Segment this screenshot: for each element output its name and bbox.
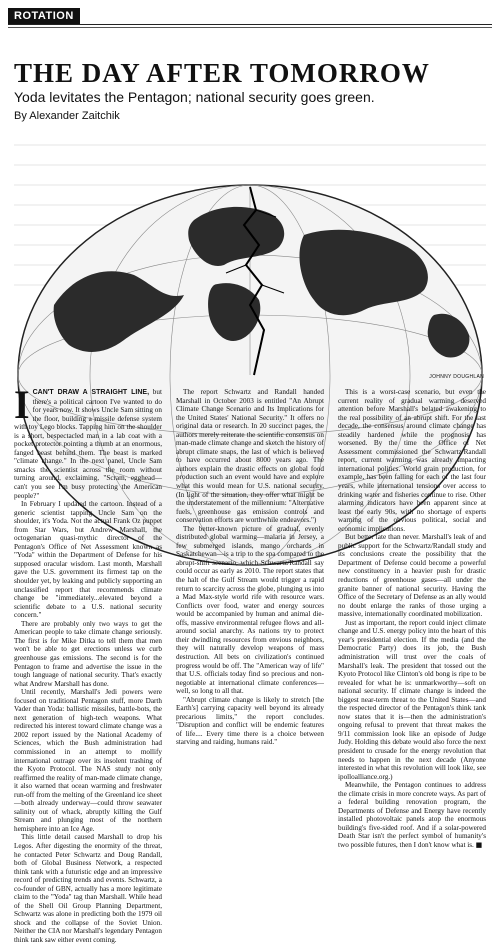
dek: Yoda levitates the Pentagon; national security goes green.: [14, 89, 375, 105]
section-tag: ROTATION: [8, 8, 80, 24]
article-body: [14, 382, 486, 944]
header-rule: [8, 24, 492, 25]
article-column-3: [338, 388, 486, 849]
article-paragraph: Just as important, the report could inject climate change and U.S. energy policy into the heart of this year's presidential election. If the media (and the Democratic Party) does its job, the Bush administration will trust over the coals of Marshall's leak. The president that tossed out the Kyoto Protocol like Clinton's old bong is ripe to be revealed for what he is: unmarkworthy—soft on national security. If climate change is indeed the biggest near-term threat to the United States—and the respected director of the Pentagon's think tank now states that it is—then the administration's ongoing refusal to prevent that threat makes the 9/11 commission look like an episode of Judge Judy. Holding this debate would also force the next president to crusade for the energy revolution that needs to happen in the next decade (Anyone interested in what this revolution will look like, see ipolloalliance.org.): [338, 618, 486, 781]
dropcap: I: [14, 382, 30, 427]
article-column-1: [14, 382, 162, 944]
illustration-credit: JOHNNY DOUGHLAN: [429, 374, 484, 380]
article-paragraph: There are probably only two ways to get the American people to take climate change seriously. The first is for Mike Ditka to tell them that men won't be able to get erections unless we curb greenhouse gas emissions. The second is for the Pentagon to frame and advertise the issue in the tough language of national security. That's exactly what Andrew Marshall has done.: [14, 619, 162, 688]
section-header: [8, 6, 80, 24]
article-paragraph: Until recently, Marshall's Jedi powers were focused on traditional Pentagon stuff, more Darth Vader than Yoda: ballistic missiles, battle-bots, the next generation of high-tech weapons. What redirected his interest toward climate change was a 2002 report issued by the National Academy of Sciences, which the Bush administration had commissioned in an attempt to mollify international outrage over its insolent trashing of the Kyoto Protocol. The NAS study not only reaffirmed the reality of man-made climate change, it also warned that ocean warming and freshwater run-off from the melting of the Greenland ice sheet—both already underway—could throw seawater salinity out of whack, abruptly killing the Gulf Stream and plunging most of the northern hemisphere into an Ice Age.: [14, 688, 162, 833]
article-paragraph: In February I updated the cartoon. Instead of a generic scientist tapping Uncle Sam on the shoulder, it's Yoda. Not the actual Frank Oz puppet from Star Wars, but Andrew Marshall, the octogenarian quasi-mythic director of the Pentagon's Office of Net Assessment known as "Yoda" within the Department of Defense for his supposed oracular wisdom. Last month, Marshall gave the U.S. government its firmest tap on the shoulder yet, by leaking and publicly supporting an unclassified report that recommends climate change be "immediately...elevated beyond a scientific debate to a U.S. national security concern.": [14, 500, 162, 620]
article-paragraph: This is a worst-case scenario, but even the current reality of gradual warming deserved attention before Marshall's belated awakening to the real possibility of an abrupt shift. For the last decade, the consensus around climate change has steadily hardened while the prognosis has worsened. By the time the Office of Net Assessment commissioned the Schwartz/Randall report, current warming was already impacting international politics. World grain production, for example, has been falling for each of the last four years, while international tensions over access to drinking water and fisheries continue to rise. Other alarming indicators have been apparent since at least the early 90s, with no shortage of experts warning of the obvious political, social and economic implications.: [338, 388, 486, 533]
article-column-2: [176, 388, 324, 798]
article-paragraph: But better late than never. Marshall's leak of and public support for the Schwartz/Randall study and its conclusions create the possibility that the Department of Defense could become a powerful new constituency in a heavier push for drastic reductions of greenhouse gases—all under the granite banner of national security. Having the Office of the Secretary of Defense as an ally would no doubt enlarge the ranks of those urging a massive, internationally coordinated mobilization.: [338, 533, 486, 619]
article-paragraph: "Abrupt climate change is likely to stretch [the Earth's] carrying capacity well beyond its already precarious limits," the report concludes. "Disruption and conflict will be endemic features of life.... Every time there is a choice between starving and raiding, humans raid.": [176, 695, 324, 747]
headline: THE DAY AFTER TOMORROW: [14, 58, 430, 88]
cracked-globe-illustration: [14, 125, 486, 375]
article-paragraph: The better-known picture of gradual, evenly distributed global warming—malaria in Jersey, a few submerged islands, mango orchards in Saskatchewan—is a trip to the spa compared to the abrupt-shift scenario, which Schwartz/Randall say could occur as early as 2010. The report states that the halt of the Gulf Stream would trigger a rapid return to scarcity across the globe, plunging us into a Mad Max-style world rife with resource wars. Conflicts over food, water and energy sources would be accompanied by human and animal die-offs, massive environmental refugee flows and all-around social anarchy. As nations try to protect their dwindling resources from envious neighbors, they will naturally develop weapons of mass destruction. All bets on civilization's continued progress would be off. The "American way of life" that U.S. officials today find so precious and non-negotiable at international climate conferences—well, so long to all that.: [176, 524, 324, 696]
end-mark: ■: [475, 840, 483, 849]
byline: By Alexander Zaitchik: [14, 110, 120, 122]
leadin: CAN'T DRAW A STRAIGHT LINE,: [32, 389, 150, 396]
article-paragraph: Meanwhile, the Pentagon continues to address the climate crisis in more concrete ways. As part of a federal building renovation program, the Departments of Defense and Energy have recently installed photovoltaic panels atop the enormous building's five-sided roof. And if a solar-powered Death Star isn't the perfect symbol of humanity's two possible futures, then I don't know what is. ■: [338, 781, 486, 849]
article-paragraph: The report Schwartz and Randall handed Marshall in October 2003 is entitled "An Abrupt Climate Change Scenario and Its Implications for the United States' National Security." It offers no original data or research. In 20 succinct pages, the authors merely reiterate the scientific consensus on man-made climate change and sketch the history of abrupt climate snaps, the last of which is believed to have occurred about 8000 years ago. The authors explain the drastic effects on global food production such an event would have and explore what this would mean for U.S. national security. (In light of the situation, they offer what might be the understatement of the millennium: "Alternative fuels, greenhouse gas emission controls and conservation efforts are worthwhile endeavors."): [176, 388, 324, 525]
header-rule-thin: [8, 27, 492, 28]
article-paragraph: This little detail caused Marshall to drop his Legos. After digesting the enormity of the threat, he contacted Peter Schwartz and Doug Randall, both of Global Business Network, a respected think tank with a futuristic edge and an impressive record of predicting trends and events. Schwartz, a co-founder of GBN, actually has a more legitimate claim to the "Yoda" tag than Marshall. While head of the Shell Oil Group Planning Department, Schwartz was alone in predicting both the 1979 oil shock and the collapse of the Soviet Union. Neither the CIA nor Marshall's legendary Pentagon think tank saw either event coming.: [14, 833, 162, 944]
article-paragraph: ICAN'T DRAW A STRAIGHT LINE, but there's a political cartoon I've wanted to do for years now. It shows Uncle Sam sitting on the floor, building a missile defense system with toy Lego blocks. Tapping him on the shoulder is a short, bespectacled man in a lab coat with a pocket protector pointing a thumb at an enormous, fanged beast behind them. The beast is marked "climate change." In the next panel, Uncle Sam smacks the scientist across the room without turning around, exclaiming, "Scram, egghead—can't you see I'm busy protecting the American people?": [14, 382, 162, 500]
